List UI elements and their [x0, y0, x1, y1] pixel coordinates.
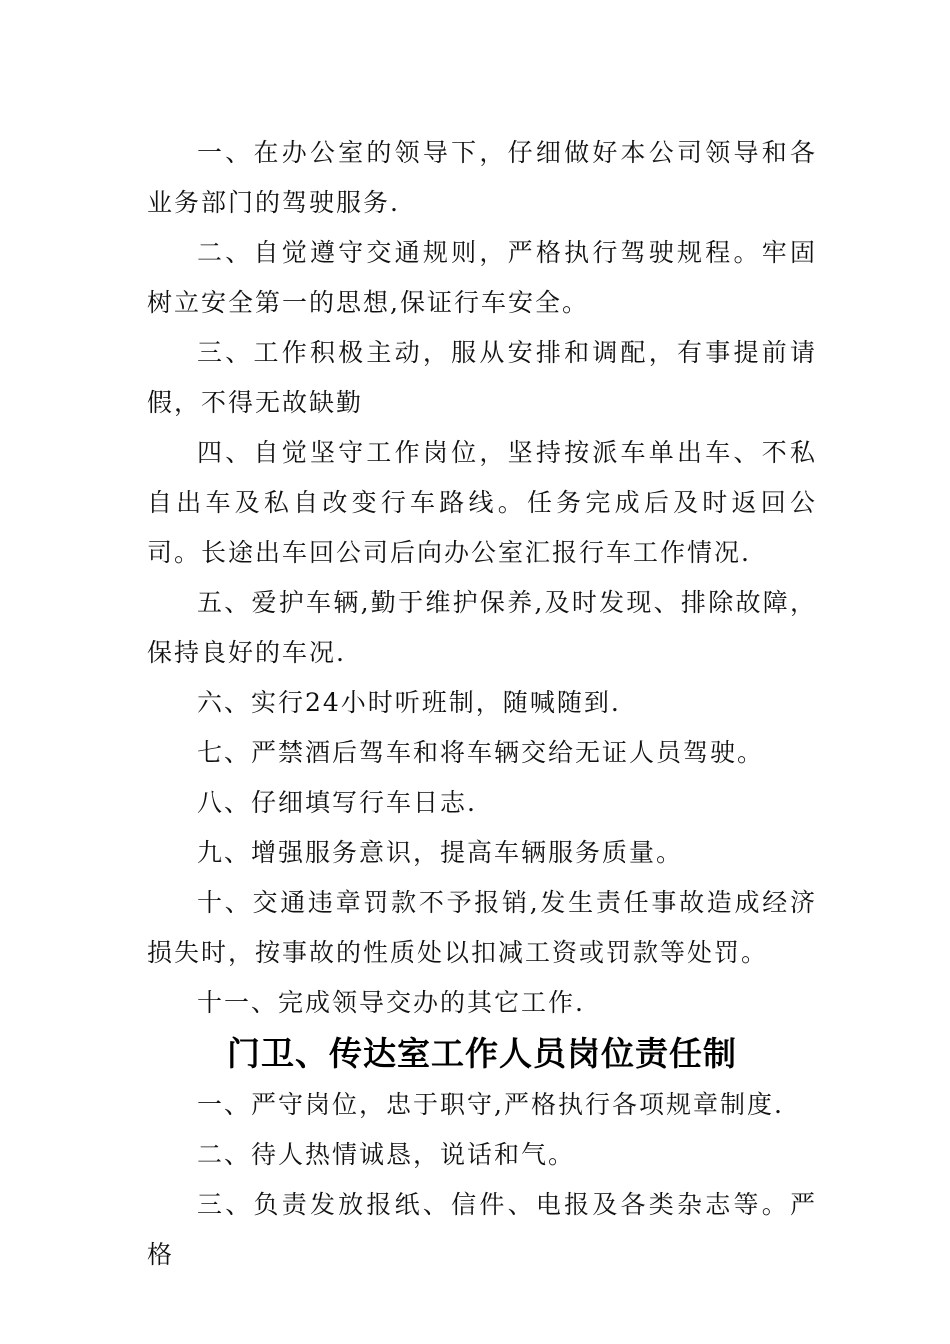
section-heading: 门卫、传达室工作人员岗位责任制: [227, 1034, 737, 1073]
paragraph-7: 七、严禁酒后驾车和将车辆交给无证人员驾驶。: [197, 738, 765, 767]
document-body: [147, 128, 817, 1280]
paragraph-1: 一、在办公室的领导下，仔细做好本公司领导和各业务部门的驾驶服务.: [147, 138, 817, 217]
paragraph-9: 九、增强服务意识，提高车辆服务质量。: [197, 838, 684, 867]
paragraph-3: 三、工作积极主动，服从安排和调配，有事提前请假，不得无故缺勤: [147, 338, 817, 417]
paragraph-5: 五、爱护车辆,勤于维护保养,及时发现、排除故障，保持良好的车况.: [147, 588, 817, 667]
gatekeeper-paragraph-3: 三、负责发放报纸、信件、电报及各类杂志等。严格: [147, 1190, 817, 1269]
gatekeeper-paragraph-2: 二、待人热情诚恳，说话和气。: [197, 1140, 576, 1169]
paragraph-4: 四、自觉坚守工作岗位，坚持按派车单出车、不私自出车及私自改变行车路线。任务完成后及时返回公司。长途出车回公司后向办公室汇报行车工作情况.: [147, 438, 817, 567]
paragraph-8: 八、仔细填写行车日志.: [197, 788, 477, 817]
paragraph-2: 二、自觉遵守交通规则，严格执行驾驶规程。牢固树立安全第一的思想,保证行车安全。: [147, 238, 817, 317]
paragraph-10: 十、交通违章罚款不予报销,发生责任事故造成经济损失时，按事故的性质处以扣减工资或罚款等处罚。: [147, 888, 817, 967]
paragraph-11: 十一、完成领导交办的其它工作.: [197, 988, 585, 1017]
paragraph-6: 六、实行24小时听班制，随喊随到.: [197, 688, 621, 717]
gatekeeper-paragraph-1: 一、严守岗位，忠于职守,严格执行各项规章制度.: [197, 1090, 784, 1119]
